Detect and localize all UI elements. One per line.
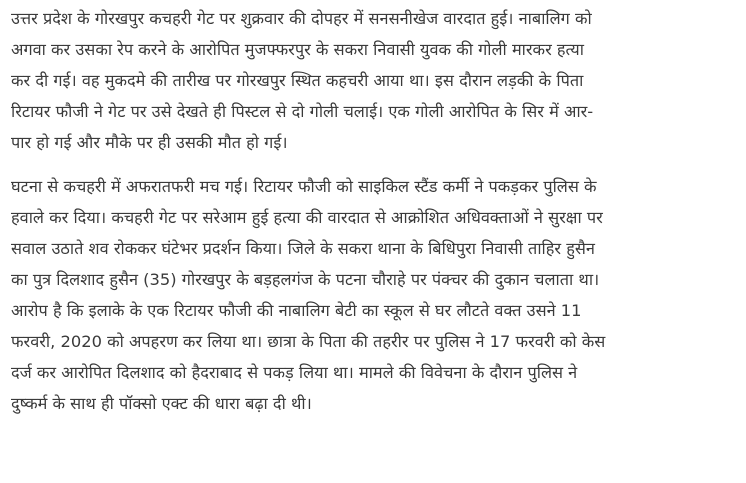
- article-paragraph-2: [11, 171, 740, 419]
- text-line: रिटायर फौजी ने गेट पर उसे देखते ही पिस्टल से दो गोली चलाई। एक गोली आरोपित के सिर में आर-: [11, 102, 594, 121]
- text-line: हवाले कर दिया। कचहरी गेट पर सरेआम हुई हत्या की वारदात से आक्रोशित अधिवक्ताओं ने सुरक्षा पर: [11, 208, 603, 227]
- article-body: [0, 3, 746, 483]
- text-line: उत्तर प्रदेश के गोरखपुर कचहरी गेट पर शुक्रवार की दोपहर में सनसनीखेज वारदात हुई। नाबालिग को: [11, 9, 592, 28]
- text-line: अगवा कर उसका रेप करने के आरोपित मुजफ्फरपुर के सकरा निवासी युवक की गोली मारकर हत्या: [11, 40, 584, 59]
- text-line: कर दी गई। वह मुकदमे की तारीख पर गोरखपुर स्थित कहचरी आया था। इस दौरान लड़की के पिता: [11, 71, 584, 90]
- text-line: का पुत्र दिलशाद हुसैन (35) गोरखपुर के बड़हलगंज के पटना चौराहे पर पंक्चर की दुकान चलाता था।: [11, 270, 600, 289]
- text-line: फरवरी, 2020 को अपहरण कर लिया था। छात्रा के पिता की तहरीर पर पुलिस ने 17 फरवरी को केस: [11, 332, 606, 351]
- text-line: सवाल उठाते शव रोककर घंटेभर प्रदर्शन किया। जिले के सकरा थाना के बिधिपुरा निवासी ताहिर हुसैन: [11, 239, 595, 258]
- text-line: दुष्कर्म के साथ ही पॉक्सो एक्ट की धारा बढ़ा दी थी।: [11, 394, 312, 413]
- text-line: घटना से कचहरी में अफरातफरी मच गई। रिटायर फौजी को साइकिल स्टैंड कर्मी ने पकड़कर पुलिस के: [11, 177, 597, 196]
- text-line: पार हो गई और मौके पर ही उसकी मौत हो गई।: [11, 133, 288, 152]
- text-line: दर्ज कर आरोपित दिलशाद को हैदराबाद से पकड़ लिया था। मामले की विवेचना के दौरान पुलिस ने: [11, 363, 578, 382]
- text-line: आरोप है कि इलाके के एक रिटायर फौजी की नाबालिग बेटी का स्कूल से घर लौटते वक्त उसने 11: [11, 301, 582, 320]
- article-paragraph-1: [11, 3, 740, 158]
